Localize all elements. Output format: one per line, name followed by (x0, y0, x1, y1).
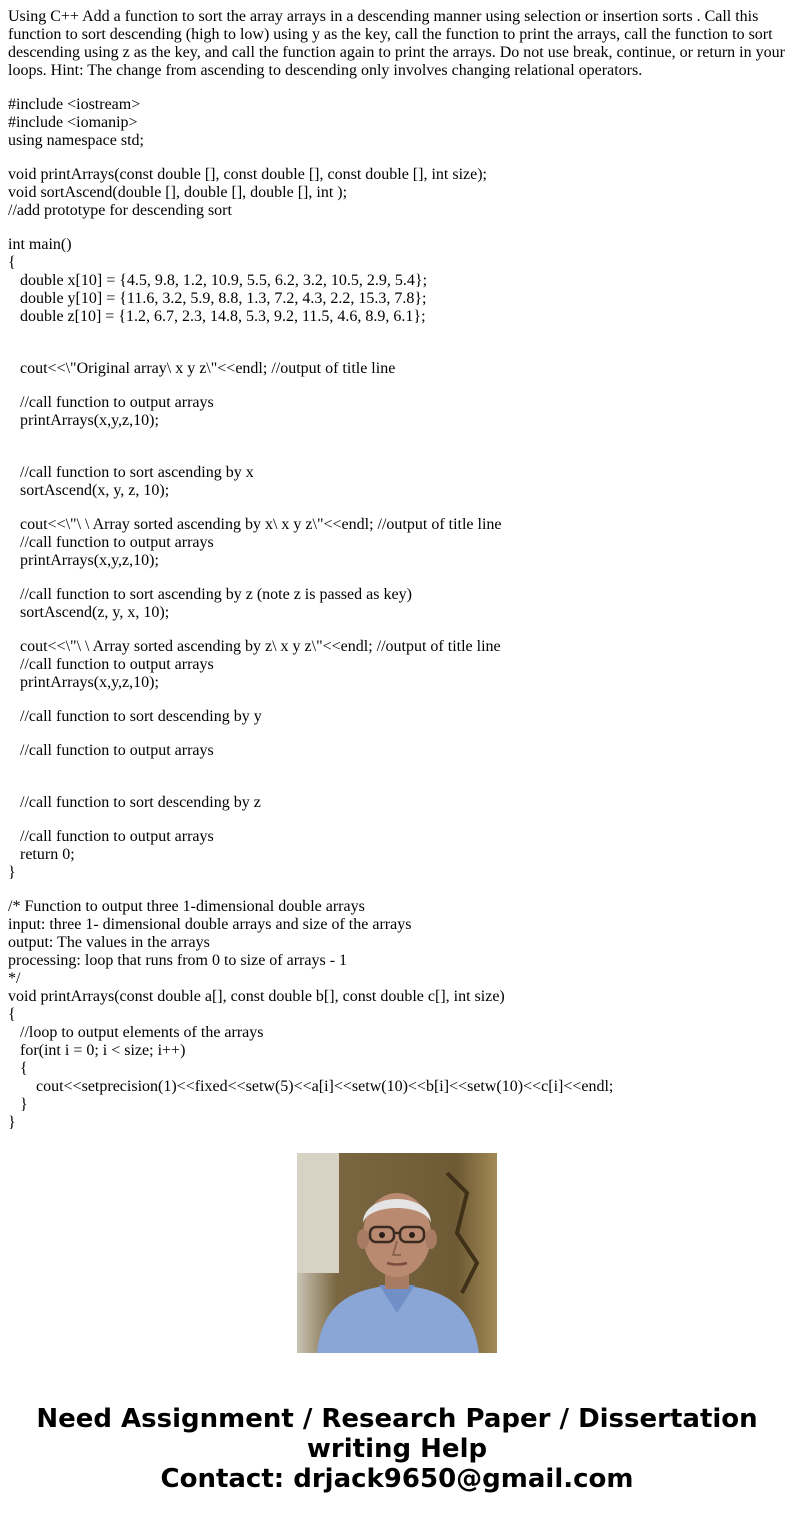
code-line: //add prototype for descending sort (8, 202, 232, 219)
code-line: //call function to output arrays (20, 656, 214, 673)
code-line: } (20, 1096, 28, 1113)
code-line: //call function to sort ascending by x (20, 464, 254, 481)
code-block (8, 638, 788, 692)
code-line: input: three 1- dimensional double arrays and size of the arrays (8, 916, 412, 933)
code-line: cout<<\"\ \ Array sorted ascending by x\ x y z\"<<endl; //output of title line (20, 516, 502, 533)
code-line: printArrays(x,y,z,10); (20, 412, 159, 429)
code-line: //call function to output arrays (20, 394, 214, 411)
code-block (8, 360, 788, 378)
code-line: //call function to output arrays (20, 828, 214, 845)
code-line: { (8, 254, 16, 271)
code-line: //call function to sort descending by y (20, 708, 262, 725)
code-line: printArrays(x,y,z,10); (20, 674, 159, 691)
code-block (8, 828, 788, 882)
question-document (8, 8, 788, 1131)
code-line: //loop to output elements of the arrays (20, 1024, 264, 1041)
code-line: double z[10] = {1.2, 6.7, 2.3, 14.8, 5.3, 9.2, 11.5, 4.6, 8.9, 6.1}; (20, 308, 426, 325)
code-line: return 0; (20, 846, 75, 863)
code-line: sortAscend(z, y, x, 10); (20, 604, 170, 621)
code-block (8, 794, 788, 812)
code-block (8, 708, 788, 726)
code-main-start (8, 236, 788, 344)
code-line: { (8, 1006, 16, 1023)
code-line: #include <iostream> (8, 96, 141, 113)
code-line: cout<<\"\ \ Array sorted ascending by z\ x y z\"<<endl; //output of title line (20, 638, 501, 655)
code-block (8, 516, 788, 570)
code-line: */ (8, 970, 21, 987)
code-line: //call function to output arrays (20, 742, 214, 759)
code-line: } (8, 1114, 16, 1131)
code-line: cout<<setprecision(1)<<fixed<<setw(5)<<a[i]<<setw(10)<<b[i]<<setw(10)<<c[i]<<endl; (36, 1078, 614, 1095)
code-line: printArrays(x,y,z,10); (20, 552, 159, 569)
code-line: /* Function to output three 1-dimensional double arrays (8, 898, 365, 915)
person-photo-icon (297, 1153, 497, 1353)
banner-contact: Contact: drjack9650@gmail.com (160, 1464, 634, 1494)
code-line: using namespace std; (8, 132, 144, 149)
code-line: void sortAscend(double [], double [], double [], int ); (8, 184, 348, 201)
question-intro: Using C++ Add a function to sort the array arrays in a descending manner using selection or insertion sorts . Call this function to sort descending (high to low) using y as the key, call the function to print the arrays, call the function to sort descending using z as the key, and call the function again to print the arrays. Do not use break, continue, or return in your loops. Hint: The change from ascending to descending only involves changing relational operators. (8, 8, 785, 79)
banner-line: writing Help (306, 1434, 488, 1464)
banner-line: Need Assignment / Research Paper / Dissertation (36, 1404, 758, 1434)
code-line: //call function to sort descending by z (20, 794, 261, 811)
code-line: //call function to output arrays (20, 534, 214, 551)
code-line: cout<<\"Original array\ x y z\"<<endl; //output of title line (20, 360, 396, 377)
code-line: { (20, 1060, 28, 1077)
code-print-function (8, 898, 788, 1132)
code-line: processing: loop that runs from 0 to size of arrays - 1 (8, 952, 348, 969)
code-block (8, 586, 788, 622)
code-prototypes (8, 166, 788, 220)
code-line: int main() (8, 236, 72, 253)
code-line: for(int i = 0; i < size; i++) (20, 1042, 186, 1059)
code-includes (8, 96, 788, 150)
code-block (8, 464, 788, 500)
code-line: output: The values in the arrays (8, 934, 210, 951)
contact-banner (0, 1404, 794, 1494)
code-line: //call function to sort ascending by z (note z is passed as key) (20, 586, 412, 603)
code-block (8, 394, 788, 448)
code-line: #include <iomanip> (8, 114, 138, 131)
code-block (8, 742, 788, 778)
avatar (297, 1153, 497, 1353)
code-line: double y[10] = {11.6, 3.2, 5.9, 8.8, 1.3, 7.2, 4.3, 2.2, 15.3, 7.8}; (20, 290, 427, 307)
code-line: sortAscend(x, y, z, 10); (20, 482, 170, 499)
code-line: void printArrays(const double a[], const double b[], const double c[], int size) (8, 988, 505, 1005)
code-line: void printArrays(const double [], const double [], const double [], int size); (8, 166, 487, 183)
code-line: } (8, 864, 16, 881)
code-line: double x[10] = {4.5, 9.8, 1.2, 10.9, 5.5, 6.2, 3.2, 10.5, 2.9, 5.4}; (20, 272, 428, 289)
